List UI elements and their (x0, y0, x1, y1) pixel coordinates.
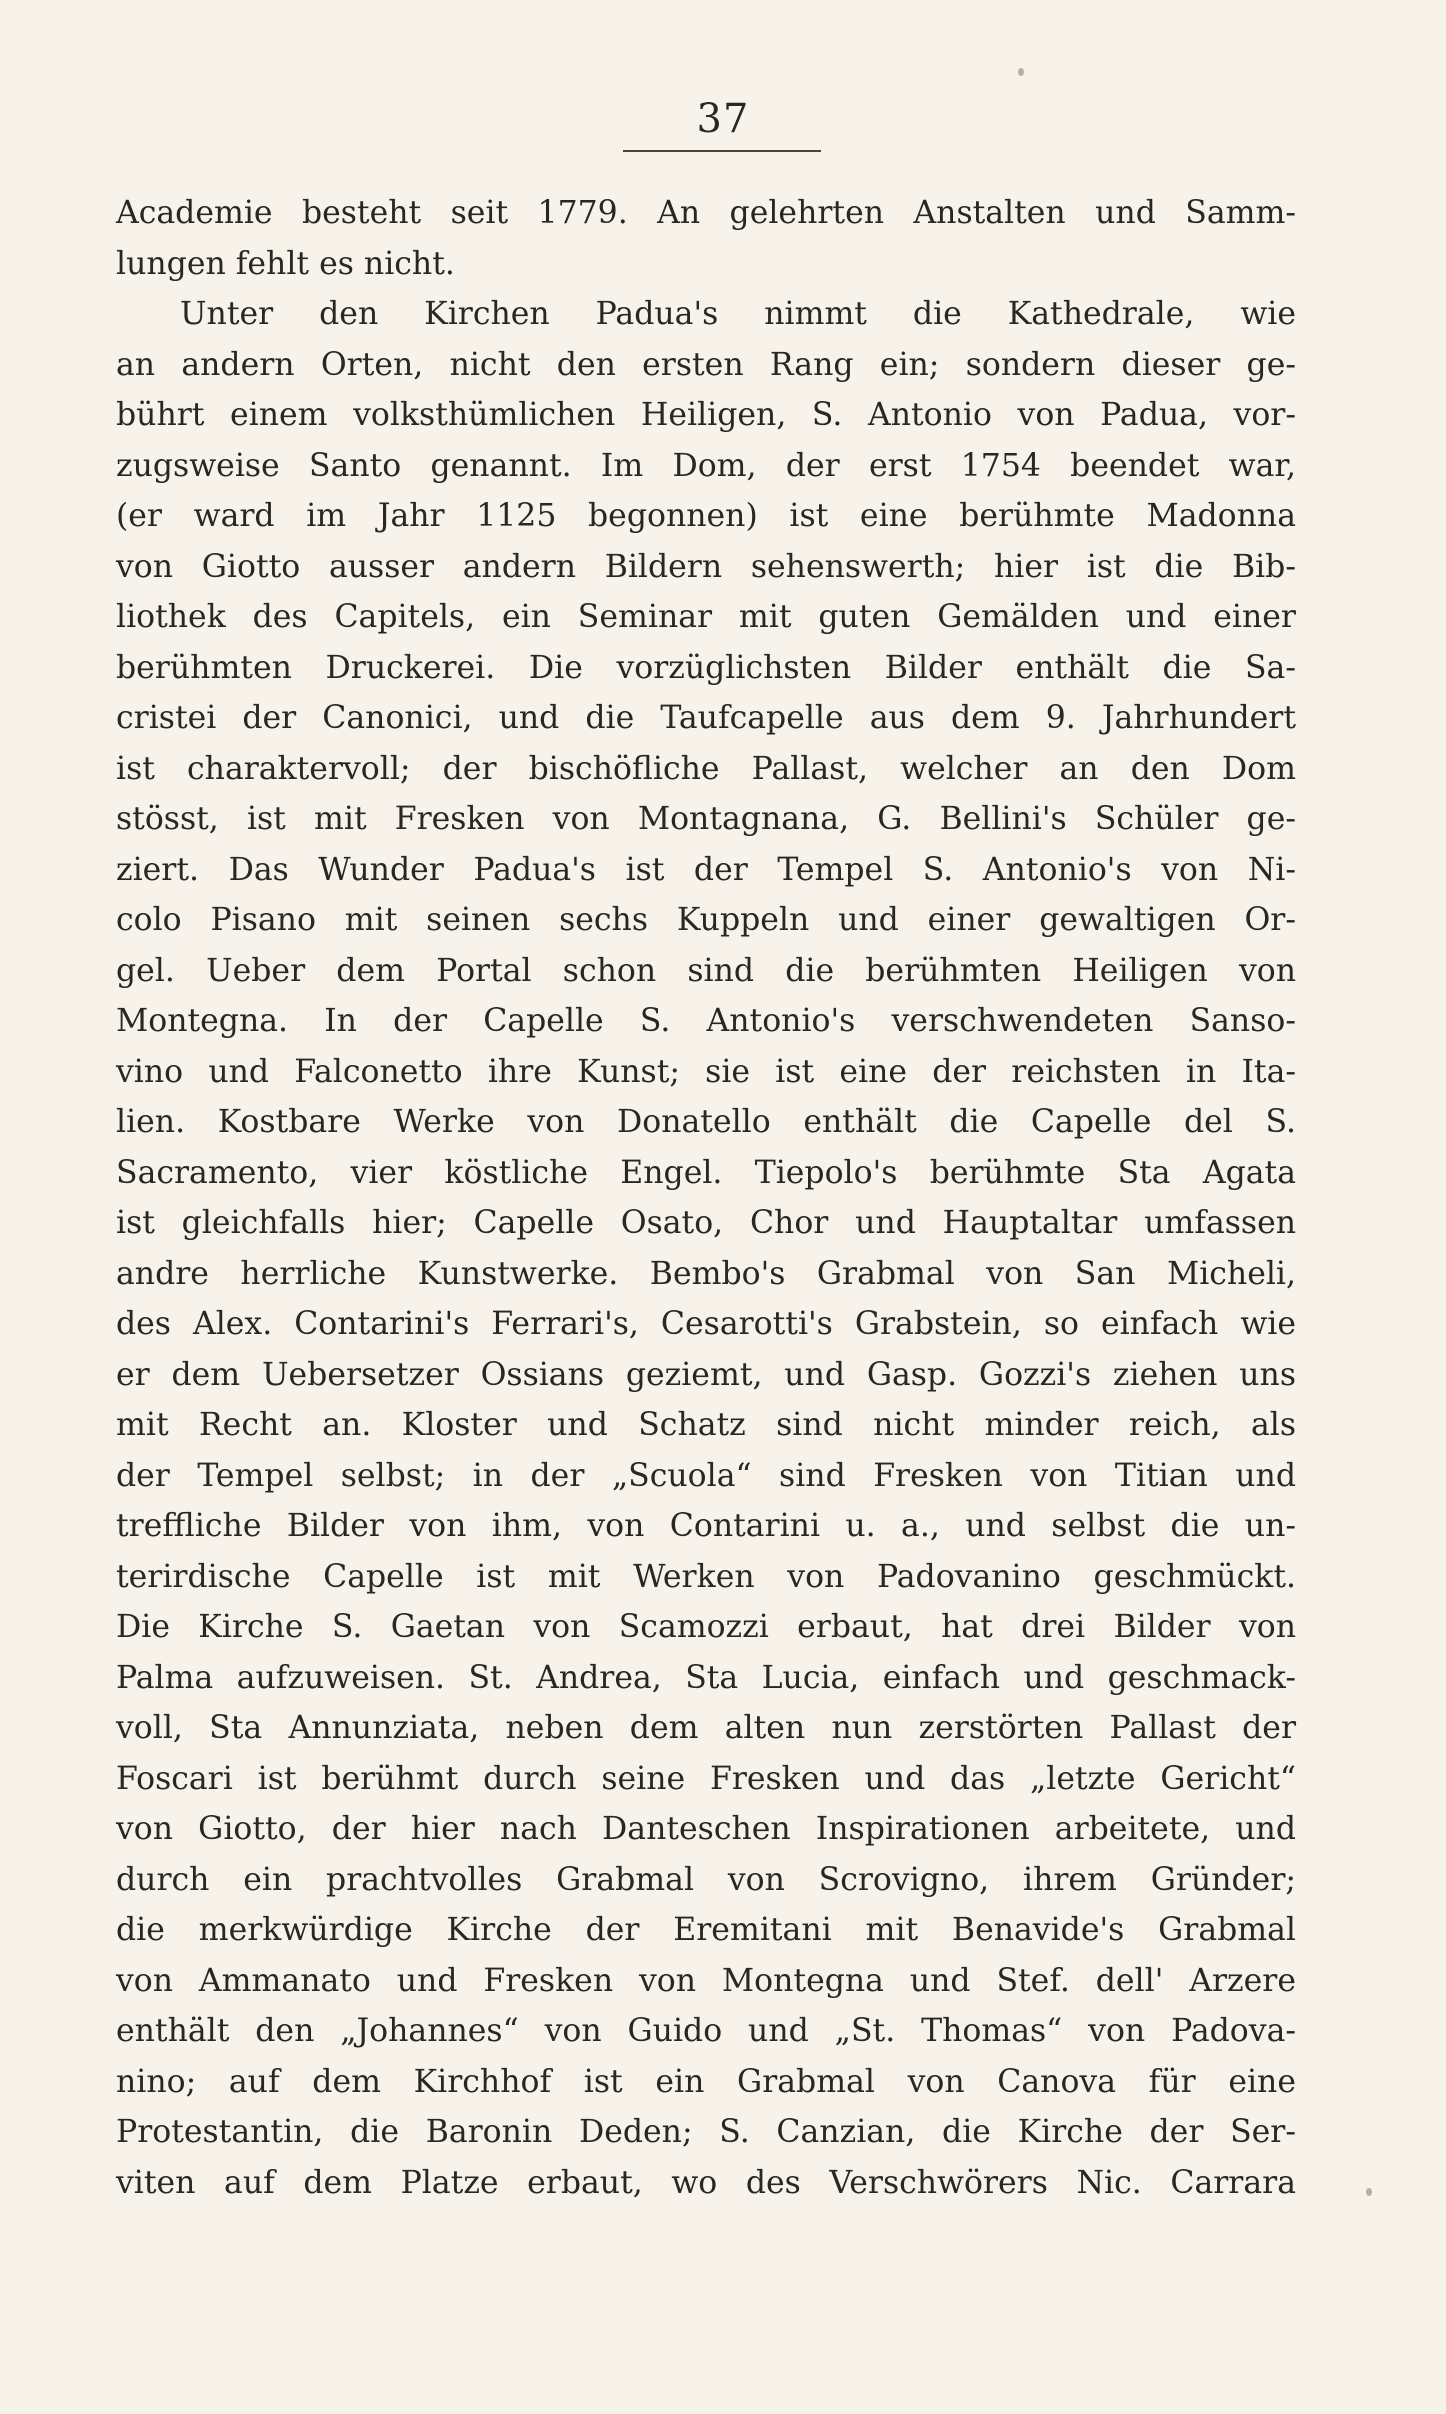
text-line: zugsweise Santo genannt. Im Dom, der erst 1754 beendet war, (116, 447, 1296, 484)
text-line: von Ammanato und Fresken von Montegna und Stef. dell' Arzere (116, 1962, 1296, 1999)
text-line: colo Pisano mit seinen sechs Kuppeln und einer gewaltigen Or- (116, 902, 1296, 938)
text-line: lien. Kostbare Werke von Donatello enthält die Capelle del S. (116, 1104, 1296, 1140)
text-line: treffliche Bilder von ihm, von Contarini u. a., und selbst die un- (116, 1508, 1296, 1544)
text-line: Foscari ist berühmt durch seine Fresken und das „letzte Gericht“ (116, 1760, 1296, 1797)
text-line: nino; auf dem Kirchhof ist ein Grabmal von Canova für eine (116, 2063, 1296, 2100)
text-line: durch ein prachtvolles Grabmal von Scrovigno, ihrem Gründer; (116, 1861, 1296, 1898)
text-line: mit Recht an. Kloster und Schatz sind nicht minder reich, als (116, 1407, 1296, 1443)
text-line: von Giotto ausser andern Bildern sehenswerth; hier ist die Bib- (116, 548, 1296, 585)
text-line: lungen fehlt es nicht. (116, 245, 455, 282)
text-line: gel. Ueber dem Portal schon sind die berühmten Heiligen von (116, 952, 1296, 989)
text-line: an andern Orten, nicht den ersten Rang ein; sondern dieser ge- (116, 346, 1296, 383)
text-line: die merkwürdige Kirche der Eremitani mit Benavide's Grabmal (116, 1912, 1296, 1948)
text-line: viten auf dem Platze erbaut, wo des Verschwörers Nic. Carrara (116, 2164, 1296, 2201)
text-line: Palma aufzuweisen. St. Andrea, Sta Lucia, einfach und geschmack- (116, 1659, 1296, 1696)
text-line: andre herrliche Kunstwerke. Bembo's Grabmal von San Micheli, (116, 1255, 1296, 1292)
text-line: cristei der Canonici, und die Taufcapelle aus dem 9. Jahrhundert (116, 700, 1296, 736)
text-line: Sacramento, vier köstliche Engel. Tiepolo's berühmte Sta Agata (116, 1154, 1296, 1191)
text-line: ist gleichfalls hier; Capelle Osato, Chor und Hauptaltar umfassen (116, 1205, 1296, 1241)
body-text (116, 188, 1296, 2208)
text-line: vino und Falconetto ihre Kunst; sie ist eine der reichsten in Ita- (116, 1053, 1296, 1090)
page-number-rule (623, 150, 821, 152)
text-line: terirdische Capelle ist mit Werken von Padovanino geschmückt. (116, 1558, 1296, 1595)
text-line: voll, Sta Annunziata, neben dem alten nun zerstörten Pallast der (116, 1710, 1296, 1746)
text-line: berühmten Druckerei. Die vorzüglichsten Bilder enthält die Sa- (116, 649, 1296, 686)
text-line: (er ward im Jahr 1125 begonnen) ist eine berühmte Madonna (116, 498, 1296, 534)
text-line: ziert. Das Wunder Padua's ist der Tempel S. Antonio's von Ni- (116, 851, 1296, 888)
text-line: des Alex. Contarini's Ferrari's, Cesarotti's Grabstein, so einfach wie (116, 1306, 1296, 1342)
text-line: er dem Uebersetzer Ossians geziemt, und Gasp. Gozzi's ziehen uns (116, 1356, 1296, 1393)
page-number: 37 (696, 96, 750, 142)
text-line: Die Kirche S. Gaetan von Scamozzi erbaut, hat drei Bilder von (116, 1609, 1296, 1645)
text-line: bührt einem volksthümlichen Heiligen, S. Antonio von Padua, vor- (116, 397, 1296, 433)
text-line: von Giotto, der hier nach Danteschen Inspirationen arbeitete, und (116, 1811, 1296, 1847)
paper-speck (1366, 2188, 1372, 2196)
text-line: Academie besteht seit 1779. An gelehrten Anstalten und Samm- (116, 195, 1296, 231)
text-line: Protestantin, die Baronin Deden; S. Canzian, die Kirche der Ser- (116, 2114, 1296, 2150)
text-line: enthält den „Johannes“ von Guido und „St. Thomas“ von Padova- (116, 2013, 1296, 2049)
text-line: Montegna. In der Capelle S. Antonio's verschwendeten Sanso- (116, 1003, 1296, 1039)
paper-speck (1018, 68, 1024, 76)
text-line: liothek des Capitels, ein Seminar mit guten Gemälden und einer (116, 599, 1296, 635)
text-line: ist charaktervoll; der bischöfliche Pallast, welcher an den Dom (116, 750, 1296, 787)
text-line: der Tempel selbst; in der „Scuola“ sind Fresken von Titian und (116, 1457, 1296, 1494)
text-line: Unter den Kirchen Padua's nimmt die Kathedrale, wie (180, 296, 1296, 332)
text-line: stösst, ist mit Fresken von Montagnana, G. Bellini's Schüler ge- (116, 801, 1296, 837)
